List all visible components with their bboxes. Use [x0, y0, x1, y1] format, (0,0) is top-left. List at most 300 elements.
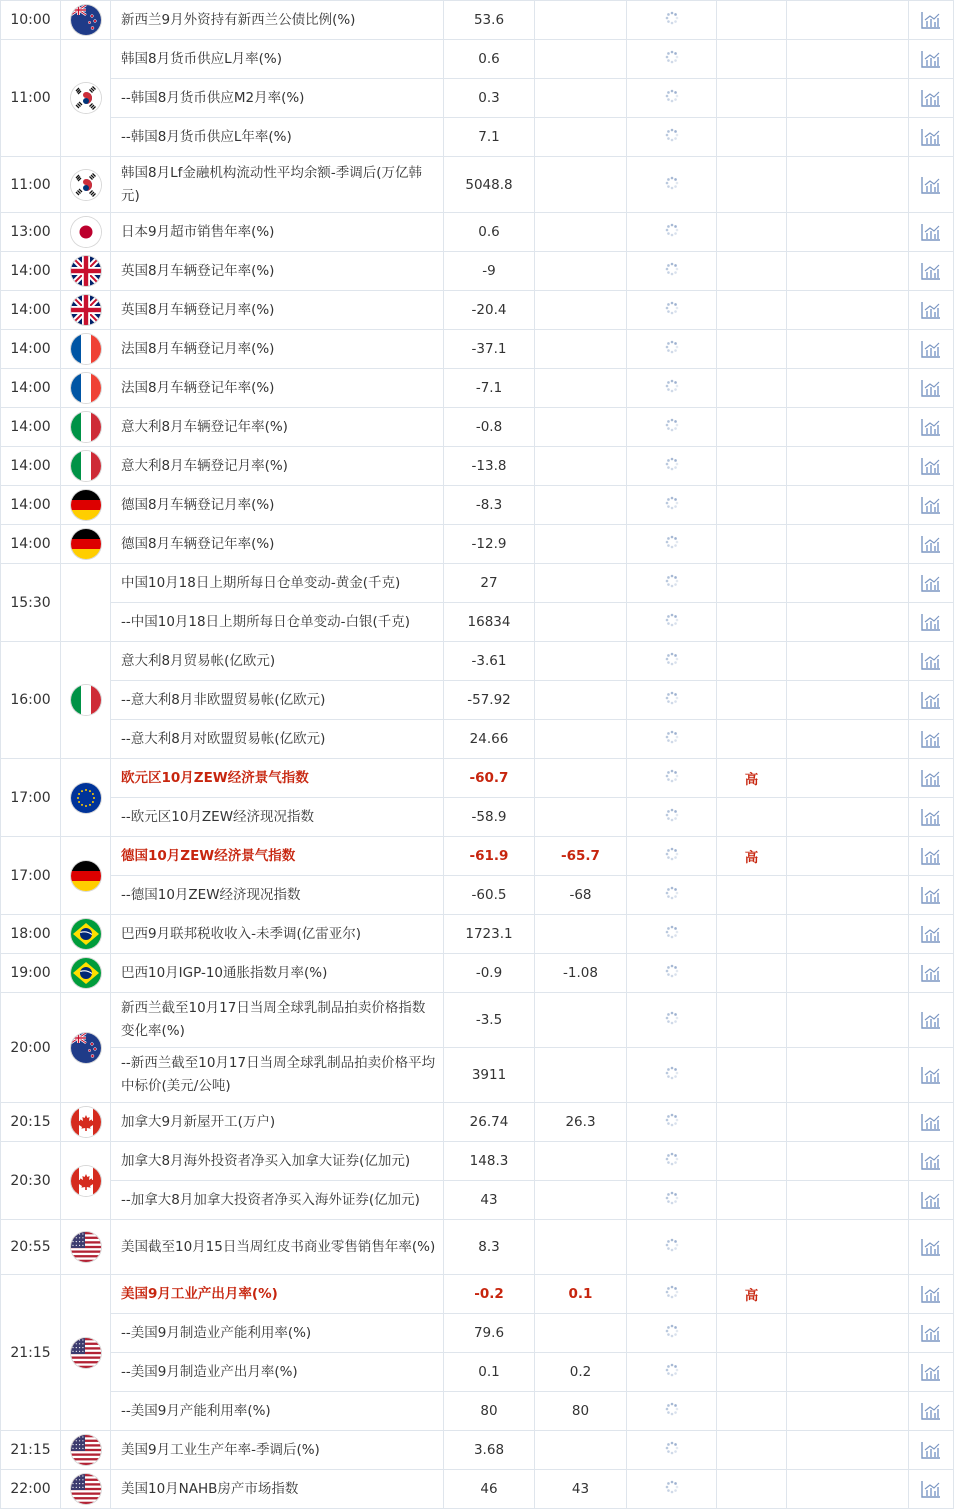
event-name[interactable]: 德国10月ZEW经济景气指数	[111, 837, 444, 876]
previous-value: 7.1	[444, 118, 535, 157]
interpretation-cell	[787, 1103, 909, 1142]
table-row	[1, 954, 954, 993]
previous-value: -3.5	[444, 993, 535, 1048]
importance-level: 高	[717, 1275, 787, 1314]
interpretation-cell	[787, 993, 909, 1048]
table-row	[1, 837, 954, 876]
chart-link-cell[interactable]	[909, 876, 954, 915]
chart-icon[interactable]	[921, 129, 941, 145]
chart-icon[interactable]	[921, 965, 941, 981]
interpretation-cell	[787, 1431, 909, 1470]
event-name[interactable]: --韩国8月货币供应L年率(%)	[111, 118, 444, 157]
table-row	[1, 447, 954, 486]
previous-value: -57.92	[444, 681, 535, 720]
interpretation-cell	[787, 603, 909, 642]
event-time: 14:00	[1, 330, 61, 369]
event-name[interactable]: 韩国8月货币供应L月率(%)	[111, 40, 444, 79]
chart-icon[interactable]	[921, 848, 941, 864]
actual-value	[627, 642, 717, 681]
event-name[interactable]: 欧元区10月ZEW经济景气指数	[111, 759, 444, 798]
chart-link-cell[interactable]	[909, 369, 954, 408]
previous-value: 46	[444, 1470, 535, 1509]
event-name[interactable]: 意大利8月贸易帐(亿欧元)	[111, 642, 444, 681]
event-name[interactable]: 德国8月车辆登记年率(%)	[111, 525, 444, 564]
forecast-value: 80	[535, 1392, 627, 1431]
event-time: 20:15	[1, 1103, 61, 1142]
table-row	[1, 1431, 954, 1470]
chart-link-cell[interactable]	[909, 79, 954, 118]
event-name[interactable]: --美国9月制造业产能利用率(%)	[111, 1314, 444, 1353]
interpretation-cell	[787, 40, 909, 79]
event-time: 11:00	[1, 40, 61, 157]
chart-icon[interactable]	[921, 302, 941, 318]
chart-icon[interactable]	[921, 731, 941, 747]
event-time: 20:00	[1, 993, 61, 1103]
importance-level	[717, 603, 787, 642]
importance-level	[717, 1181, 787, 1220]
actual-value	[627, 564, 717, 603]
importance-level	[717, 1220, 787, 1275]
previous-value: -7.1	[444, 369, 535, 408]
actual-value	[627, 1353, 717, 1392]
chart-icon[interactable]	[921, 926, 941, 942]
interpretation-cell	[787, 330, 909, 369]
importance-level	[717, 369, 787, 408]
actual-value	[627, 1220, 717, 1275]
germany-flag-icon	[71, 529, 101, 559]
loading-spinner-icon	[665, 887, 679, 903]
table-row	[1, 157, 954, 213]
event-time: 21:15	[1, 1431, 61, 1470]
actual-value	[627, 837, 717, 876]
japan-flag-icon	[71, 217, 101, 247]
loading-spinner-icon	[665, 51, 679, 67]
event-name[interactable]: 法国8月车辆登记月率(%)	[111, 330, 444, 369]
importance-level	[717, 1048, 787, 1103]
previous-value: 53.6	[444, 1, 535, 40]
event-name[interactable]: 加拿大8月海外投资者净买入加拿大证券(亿加元)	[111, 1142, 444, 1181]
united-kingdom-flag-icon	[71, 256, 101, 286]
chart-icon[interactable]	[921, 692, 941, 708]
importance-level	[717, 642, 787, 681]
forecast-value	[535, 1181, 627, 1220]
forecast-value	[535, 564, 627, 603]
united-states-flag-icon	[71, 1474, 101, 1504]
chart-link-cell[interactable]	[909, 1275, 954, 1314]
chart-icon[interactable]	[921, 1012, 941, 1028]
chart-icon[interactable]	[921, 341, 941, 357]
event-name[interactable]: 新西兰9月外资持有新西兰公债比例(%)	[111, 1, 444, 40]
interpretation-cell	[787, 291, 909, 330]
event-name[interactable]: 巴西10月IGP-10通胀指数月率(%)	[111, 954, 444, 993]
event-name[interactable]: 中国10月18日上期所每日仓单变动-黄金(千克)	[111, 564, 444, 603]
event-name[interactable]: 美国10月NAHB房产市场指数	[111, 1470, 444, 1509]
previous-value: 148.3	[444, 1142, 535, 1181]
italy-flag-icon	[71, 451, 101, 481]
actual-value	[627, 1431, 717, 1470]
chart-link-cell[interactable]	[909, 525, 954, 564]
country-flag-cell	[61, 40, 111, 157]
event-name[interactable]: 加拿大9月新屋开工(万户)	[111, 1103, 444, 1142]
loading-spinner-icon	[665, 419, 679, 435]
chart-link-cell[interactable]	[909, 798, 954, 837]
previous-value: -3.61	[444, 642, 535, 681]
forecast-value: -65.7	[535, 837, 627, 876]
chart-link-cell[interactable]	[909, 564, 954, 603]
importance-level	[717, 1392, 787, 1431]
country-flag-cell	[61, 1431, 111, 1470]
interpretation-cell	[787, 1220, 909, 1275]
table-row	[1, 1392, 954, 1431]
chart-icon[interactable]	[921, 12, 941, 28]
interpretation-cell	[787, 1275, 909, 1314]
country-flag-cell	[61, 564, 111, 642]
chart-icon[interactable]	[921, 497, 941, 513]
table-row	[1, 1470, 954, 1509]
table-row	[1, 1314, 954, 1353]
loading-spinner-icon	[665, 177, 679, 193]
loading-spinner-icon	[665, 809, 679, 825]
loading-spinner-icon	[665, 1403, 679, 1419]
actual-value	[627, 876, 717, 915]
chart-icon[interactable]	[921, 1442, 941, 1458]
table-row	[1, 759, 954, 798]
event-time: 18:00	[1, 915, 61, 954]
chart-link-cell[interactable]	[909, 213, 954, 252]
country-flag-cell	[61, 213, 111, 252]
loading-spinner-icon	[665, 458, 679, 474]
table-row	[1, 79, 954, 118]
country-flag-cell	[61, 1470, 111, 1509]
importance-level	[717, 798, 787, 837]
event-name[interactable]: 英国8月车辆登记月率(%)	[111, 291, 444, 330]
loading-spinner-icon	[665, 575, 679, 591]
importance-level	[717, 486, 787, 525]
interpretation-cell	[787, 118, 909, 157]
event-name[interactable]: --美国9月产能利用率(%)	[111, 1392, 444, 1431]
actual-value	[627, 291, 717, 330]
chart-icon[interactable]	[921, 263, 941, 279]
table-row	[1, 1275, 954, 1314]
chart-icon[interactable]	[921, 1481, 941, 1497]
forecast-value: 0.1	[535, 1275, 627, 1314]
forecast-value	[535, 40, 627, 79]
previous-value: 0.6	[444, 40, 535, 79]
previous-value: 27	[444, 564, 535, 603]
actual-value	[627, 118, 717, 157]
canada-flag-icon	[71, 1166, 101, 1196]
chart-link-cell[interactable]	[909, 408, 954, 447]
loading-spinner-icon	[665, 536, 679, 552]
country-flag-cell	[61, 1220, 111, 1275]
event-name[interactable]: 新西兰截至10月17日当周全球乳制品拍卖价格指数变化率(%)	[111, 993, 444, 1048]
chart-link-cell[interactable]	[909, 1353, 954, 1392]
previous-value: -61.9	[444, 837, 535, 876]
forecast-value	[535, 1431, 627, 1470]
importance-level	[717, 447, 787, 486]
chart-icon[interactable]	[921, 653, 941, 669]
chart-link-cell[interactable]	[909, 1314, 954, 1353]
chart-link-cell[interactable]	[909, 915, 954, 954]
interpretation-cell	[787, 1, 909, 40]
actual-value	[627, 1181, 717, 1220]
chart-link-cell[interactable]	[909, 681, 954, 720]
importance-level	[717, 157, 787, 213]
brazil-flag-icon	[71, 919, 101, 949]
country-flag-cell	[61, 759, 111, 837]
event-time: 11:00	[1, 157, 61, 213]
event-name[interactable]: --意大利8月对欧盟贸易帐(亿欧元)	[111, 720, 444, 759]
loading-spinner-icon	[665, 129, 679, 145]
chart-icon[interactable]	[921, 177, 941, 193]
forecast-value	[535, 252, 627, 291]
actual-value	[627, 157, 717, 213]
chart-icon[interactable]	[921, 1325, 941, 1341]
interpretation-cell	[787, 759, 909, 798]
chart-link-cell[interactable]	[909, 642, 954, 681]
interpretation-cell	[787, 837, 909, 876]
actual-value	[627, 486, 717, 525]
forecast-value	[535, 642, 627, 681]
actual-value	[627, 681, 717, 720]
importance-level	[717, 1314, 787, 1353]
event-name[interactable]: 意大利8月车辆登记月率(%)	[111, 447, 444, 486]
chart-link-cell[interactable]	[909, 954, 954, 993]
chart-icon[interactable]	[921, 1403, 941, 1419]
table-row	[1, 291, 954, 330]
loading-spinner-icon	[665, 731, 679, 747]
interpretation-cell	[787, 876, 909, 915]
chart-icon[interactable]	[921, 809, 941, 825]
forecast-value	[535, 603, 627, 642]
loading-spinner-icon	[665, 1192, 679, 1208]
event-time: 20:55	[1, 1220, 61, 1275]
chart-link-cell[interactable]	[909, 291, 954, 330]
interpretation-cell	[787, 915, 909, 954]
importance-level	[717, 118, 787, 157]
chart-icon[interactable]	[921, 1067, 941, 1083]
actual-value	[627, 525, 717, 564]
event-name[interactable]: --加拿大8月加拿大投资者净买入海外证券(亿加元)	[111, 1181, 444, 1220]
importance-level	[717, 1431, 787, 1470]
chart-link-cell[interactable]	[909, 837, 954, 876]
forecast-value	[535, 369, 627, 408]
event-name[interactable]: 意大利8月车辆登记年率(%)	[111, 408, 444, 447]
table-row	[1, 993, 954, 1048]
chart-link-cell[interactable]	[909, 993, 954, 1048]
event-name[interactable]: --美国9月制造业产出月率(%)	[111, 1353, 444, 1392]
importance-level	[717, 1353, 787, 1392]
actual-value	[627, 213, 717, 252]
loading-spinner-icon	[665, 90, 679, 106]
chart-icon[interactable]	[921, 770, 941, 786]
previous-value: -0.8	[444, 408, 535, 447]
event-name[interactable]: 德国8月车辆登记月率(%)	[111, 486, 444, 525]
forecast-value	[535, 408, 627, 447]
previous-value: -12.9	[444, 525, 535, 564]
importance-level	[717, 564, 787, 603]
actual-value	[627, 915, 717, 954]
table-row	[1, 681, 954, 720]
country-flag-cell	[61, 369, 111, 408]
table-row	[1, 118, 954, 157]
loading-spinner-icon	[665, 224, 679, 240]
table-row	[1, 876, 954, 915]
interpretation-cell	[787, 681, 909, 720]
event-name[interactable]: --意大利8月非欧盟贸易帐(亿欧元)	[111, 681, 444, 720]
south-korea-flag-icon	[71, 83, 101, 113]
event-name[interactable]: 美国9月工业产出月率(%)	[111, 1275, 444, 1314]
germany-flag-icon	[71, 861, 101, 891]
event-name[interactable]: --中国10月18日上期所每日仓单变动-白银(千克)	[111, 603, 444, 642]
chart-link-cell[interactable]	[909, 330, 954, 369]
event-name[interactable]: 美国9月工业生产年率-季调后(%)	[111, 1431, 444, 1470]
chart-icon[interactable]	[921, 575, 941, 591]
loading-spinner-icon	[665, 653, 679, 669]
united-states-flag-icon	[71, 1338, 101, 1368]
importance-level	[717, 525, 787, 564]
interpretation-cell	[787, 798, 909, 837]
chart-icon[interactable]	[921, 1286, 941, 1302]
chart-link-cell[interactable]	[909, 1048, 954, 1103]
interpretation-cell	[787, 408, 909, 447]
chart-icon[interactable]	[921, 614, 941, 630]
event-time: 14:00	[1, 486, 61, 525]
chart-icon[interactable]	[921, 1239, 941, 1255]
previous-value: 0.1	[444, 1353, 535, 1392]
previous-value: -0.9	[444, 954, 535, 993]
chart-icon[interactable]	[921, 887, 941, 903]
importance-level	[717, 993, 787, 1048]
country-flag-cell	[61, 1142, 111, 1220]
interpretation-cell	[787, 1314, 909, 1353]
forecast-value	[535, 759, 627, 798]
chart-link-cell[interactable]	[909, 252, 954, 291]
event-name[interactable]: 英国8月车辆登记年率(%)	[111, 252, 444, 291]
importance-level: 高	[717, 759, 787, 798]
actual-value	[627, 993, 717, 1048]
actual-value	[627, 1048, 717, 1103]
forecast-value: -68	[535, 876, 627, 915]
event-name[interactable]: 日本9月超市销售年率(%)	[111, 213, 444, 252]
table-row	[1, 720, 954, 759]
chart-icon[interactable]	[921, 1114, 941, 1130]
importance-level	[717, 915, 787, 954]
interpretation-cell	[787, 720, 909, 759]
chart-icon[interactable]	[921, 419, 941, 435]
table-row	[1, 798, 954, 837]
event-name[interactable]: 韩国8月Lf金融机构流动性平均余额-季调后(万亿韩元)	[111, 157, 444, 213]
event-name[interactable]: 法国8月车辆登记年率(%)	[111, 369, 444, 408]
chart-link-cell[interactable]	[909, 1470, 954, 1509]
table-row	[1, 213, 954, 252]
event-time: 14:00	[1, 252, 61, 291]
importance-level: 高	[717, 837, 787, 876]
chart-icon[interactable]	[921, 51, 941, 67]
chart-link-cell[interactable]	[909, 157, 954, 213]
interpretation-cell	[787, 525, 909, 564]
chart-icon[interactable]	[921, 380, 941, 396]
forecast-value	[535, 79, 627, 118]
table-row	[1, 1048, 954, 1103]
forecast-value	[535, 1048, 627, 1103]
chart-link-cell[interactable]	[909, 1, 954, 40]
actual-value	[627, 369, 717, 408]
importance-level	[717, 1, 787, 40]
event-name[interactable]: --韩国8月货币供应M2月率(%)	[111, 79, 444, 118]
interpretation-cell	[787, 486, 909, 525]
table-row	[1, 486, 954, 525]
previous-value: 8.3	[444, 1220, 535, 1275]
forecast-value	[535, 720, 627, 759]
event-name[interactable]: 巴西9月联邦税收收入-未季调(亿雷亚尔)	[111, 915, 444, 954]
chart-link-cell[interactable]	[909, 1103, 954, 1142]
interpretation-cell	[787, 1470, 909, 1509]
interpretation-cell	[787, 157, 909, 213]
chart-icon[interactable]	[921, 90, 941, 106]
chart-link-cell[interactable]	[909, 486, 954, 525]
table-row	[1, 1142, 954, 1181]
united-states-flag-icon	[71, 1232, 101, 1262]
chart-icon[interactable]	[921, 1364, 941, 1380]
previous-value: -58.9	[444, 798, 535, 837]
chart-link-cell[interactable]	[909, 1142, 954, 1181]
event-name[interactable]: 美国截至10月15日当周红皮书商业零售销售年率(%)	[111, 1220, 444, 1275]
loading-spinner-icon	[665, 1325, 679, 1341]
event-name[interactable]: --欧元区10月ZEW经济现况指数	[111, 798, 444, 837]
interpretation-cell	[787, 642, 909, 681]
importance-level	[717, 1103, 787, 1142]
chart-icon[interactable]	[921, 536, 941, 552]
loading-spinner-icon	[665, 341, 679, 357]
chart-link-cell[interactable]	[909, 1431, 954, 1470]
chart-link-cell[interactable]	[909, 40, 954, 79]
previous-value: -8.3	[444, 486, 535, 525]
importance-level	[717, 79, 787, 118]
chart-link-cell[interactable]	[909, 759, 954, 798]
chart-link-cell[interactable]	[909, 118, 954, 157]
chart-link-cell[interactable]	[909, 1220, 954, 1275]
event-time: 21:15	[1, 1275, 61, 1431]
previous-value: -0.2	[444, 1275, 535, 1314]
table-row	[1, 40, 954, 79]
chart-link-cell[interactable]	[909, 603, 954, 642]
france-flag-icon	[71, 334, 101, 364]
importance-level	[717, 720, 787, 759]
event-name[interactable]: --新西兰截至10月17日当周全球乳制品拍卖价格平均中标价(美元/公吨)	[111, 1048, 444, 1103]
actual-value	[627, 798, 717, 837]
actual-value	[627, 603, 717, 642]
table-row	[1, 915, 954, 954]
interpretation-cell	[787, 1048, 909, 1103]
previous-value: 24.66	[444, 720, 535, 759]
event-name[interactable]: --德国10月ZEW经济现况指数	[111, 876, 444, 915]
forecast-value	[535, 681, 627, 720]
interpretation-cell	[787, 564, 909, 603]
chart-icon[interactable]	[921, 1153, 941, 1169]
previous-value: 16834	[444, 603, 535, 642]
chart-icon[interactable]	[921, 458, 941, 474]
chart-link-cell[interactable]	[909, 447, 954, 486]
chart-icon[interactable]	[921, 1192, 941, 1208]
previous-value: 43	[444, 1181, 535, 1220]
chart-link-cell[interactable]	[909, 1181, 954, 1220]
forecast-value	[535, 993, 627, 1048]
chart-link-cell[interactable]	[909, 1392, 954, 1431]
chart-link-cell[interactable]	[909, 720, 954, 759]
chart-icon[interactable]	[921, 224, 941, 240]
event-time: 20:30	[1, 1142, 61, 1220]
